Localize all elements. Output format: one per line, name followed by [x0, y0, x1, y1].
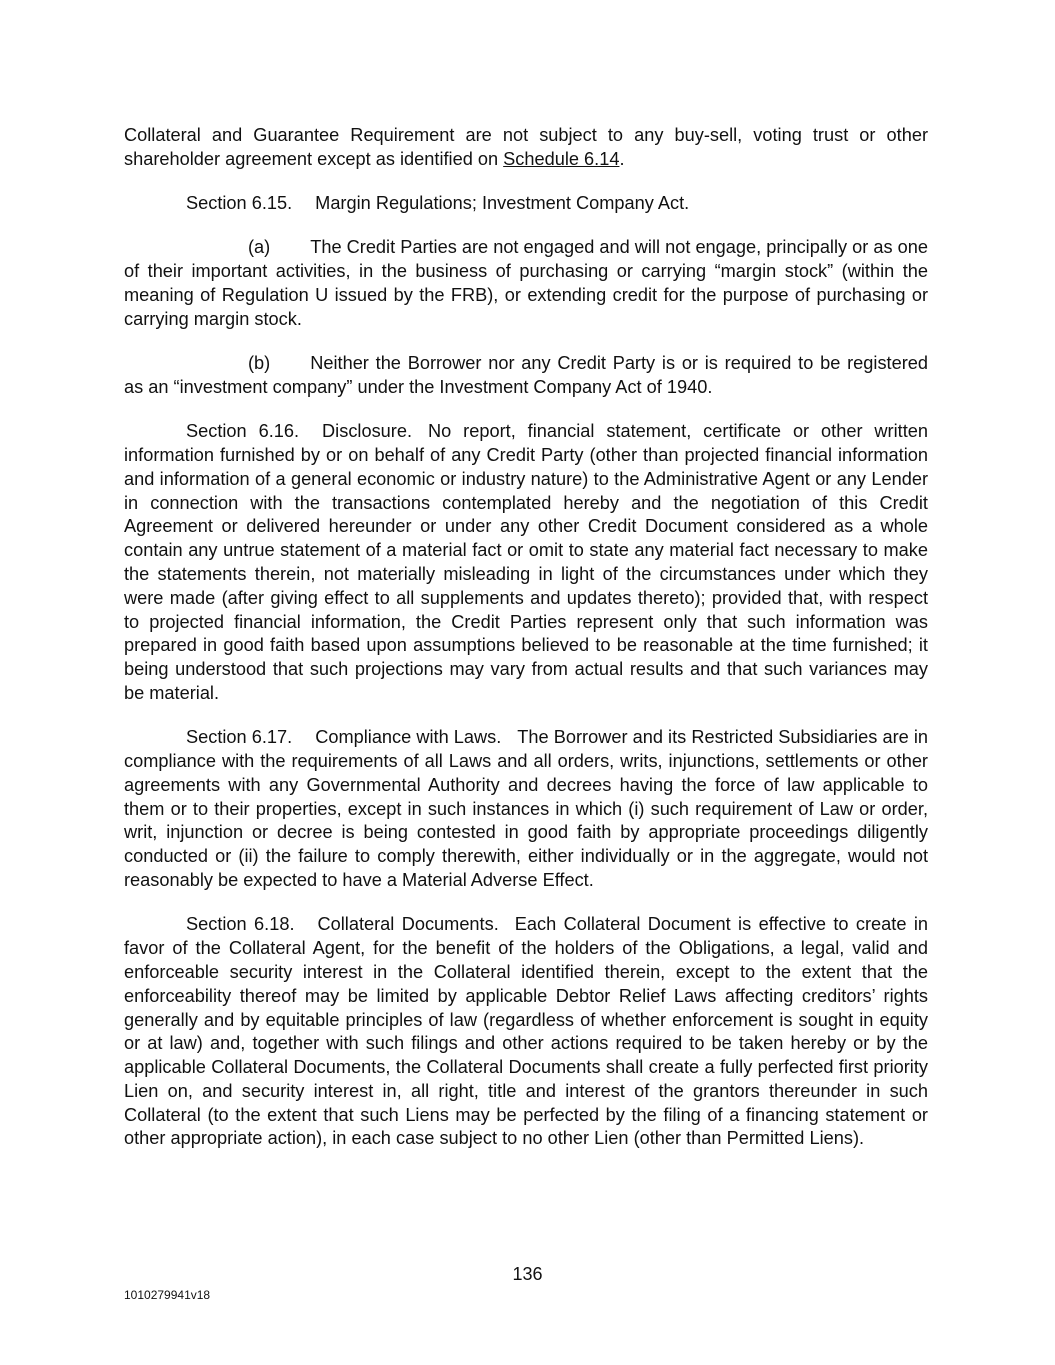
- section-6-16-paragraph: [124, 420, 928, 706]
- section-6-18-paragraph: [124, 913, 928, 1151]
- section-6-17-paragraph: [124, 726, 928, 893]
- section-title: Compliance with Laws.: [315, 727, 502, 748]
- section-text: No report, financial statement, certificate or other written information furnished by or on behalf of any Credit Party (other than projected financial information and information of a general economic or industry nature) to the Administrative Agent or any Lender in connection with the transactions contemplated hereby and the negotiation of this Credit Agreement or delivered hereunder or under any other Credit Document considered as a whole contain any untrue statement of a material fact or omit to state any material fact necessary to make the statements therein, not materially misleading in light of the circumstances under which they were made (after giving effect to all supplements and updates thereto); provided that, with respect to projected financial information, the Credit Parties represent only that such information was prepared in good faith based upon assumptions believed to be reasonable at the time furnished; it being understood that such projections may vary from actual results and that such variances may be material.: [124, 421, 928, 703]
- document-id: 1010279941v18: [124, 1288, 211, 1302]
- clause-label: (a): [248, 237, 271, 258]
- clause-text: The Credit Parties are not engaged and will not engage, principally or as one of their important activities, in the business of purchasing or carrying “margin stock” (within the meaning of Regulation U issued by the FRB), or extending credit for the purpose of purchasing or carrying margin stock.: [124, 237, 928, 329]
- section-text: The Borrower and its Restricted Subsidiaries are in compliance with the requirements of all Laws and all orders, writs, injunctions, settlements or other agreements with any Governmental Authority and decrees having the force of law applicable to them or to their properties, except in such instances in which (i) such requirement of Law or order, writ, injunction or decree is being contested in good faith by appropriate proceedings diligently conducted or (ii) the failure to comply therewith, either individually or in the aggregate, would not reasonably be expected to have a Material Adverse Effect.: [124, 727, 928, 891]
- intro-text: Collateral and Guarantee Requirement are not subject to any buy-sell, voting trust or other shareholder agreement except as identified on: [124, 125, 928, 169]
- section-number: Section 6.15.: [186, 193, 293, 214]
- clause-label: (b): [248, 353, 271, 374]
- section-6-15-para-a: [124, 236, 928, 331]
- intro-end: .: [619, 148, 625, 169]
- section-title: Disclosure.: [322, 421, 412, 442]
- schedule-reference: Schedule 6.14: [503, 148, 620, 169]
- section-number: Section 6.18.: [186, 914, 295, 935]
- section-number: Section 6.17.: [186, 727, 293, 748]
- section-6-15-para-b: [124, 352, 928, 400]
- clause-text: Neither the Borrower nor any Credit Party is or is required to be registered as an “investment company” under the Investment Company Act of 1940.: [124, 353, 928, 397]
- intro-paragraph: [124, 124, 928, 172]
- section-title: Margin Regulations; Investment Company Act.: [315, 193, 690, 214]
- section-number: Section 6.16.: [186, 421, 300, 442]
- section-6-15-heading: [124, 192, 928, 216]
- page-number: 136: [512, 1264, 543, 1284]
- section-title: Collateral Documents.: [317, 914, 499, 935]
- document-body: [124, 124, 928, 1172]
- section-text: Each Collateral Document is effective to create in favor of the Collateral Agent, for the benefit of the holders of the Obligations, a legal, valid and enforceable security interest in the Collateral identified therein, except to the extent that the enforceability thereof may be limited by applicable Debtor Relief Laws affecting creditors’ rights generally and by equitable principles of law (regardless of whether enforcement is sought in equity or at law) and, together with such filings and other actions required to be taken hereby or by the applicable Collateral Documents, the Collateral Documents shall create a fully perfected first priority Lien on, and security interest in, all right, title and interest of the grantors thereunder in such Collateral (to the extent that such Liens may be perfected by the filing of a financing statement or other appropriate action), in each case subject to no other Lien (other than Permitted Liens).: [124, 914, 928, 1149]
